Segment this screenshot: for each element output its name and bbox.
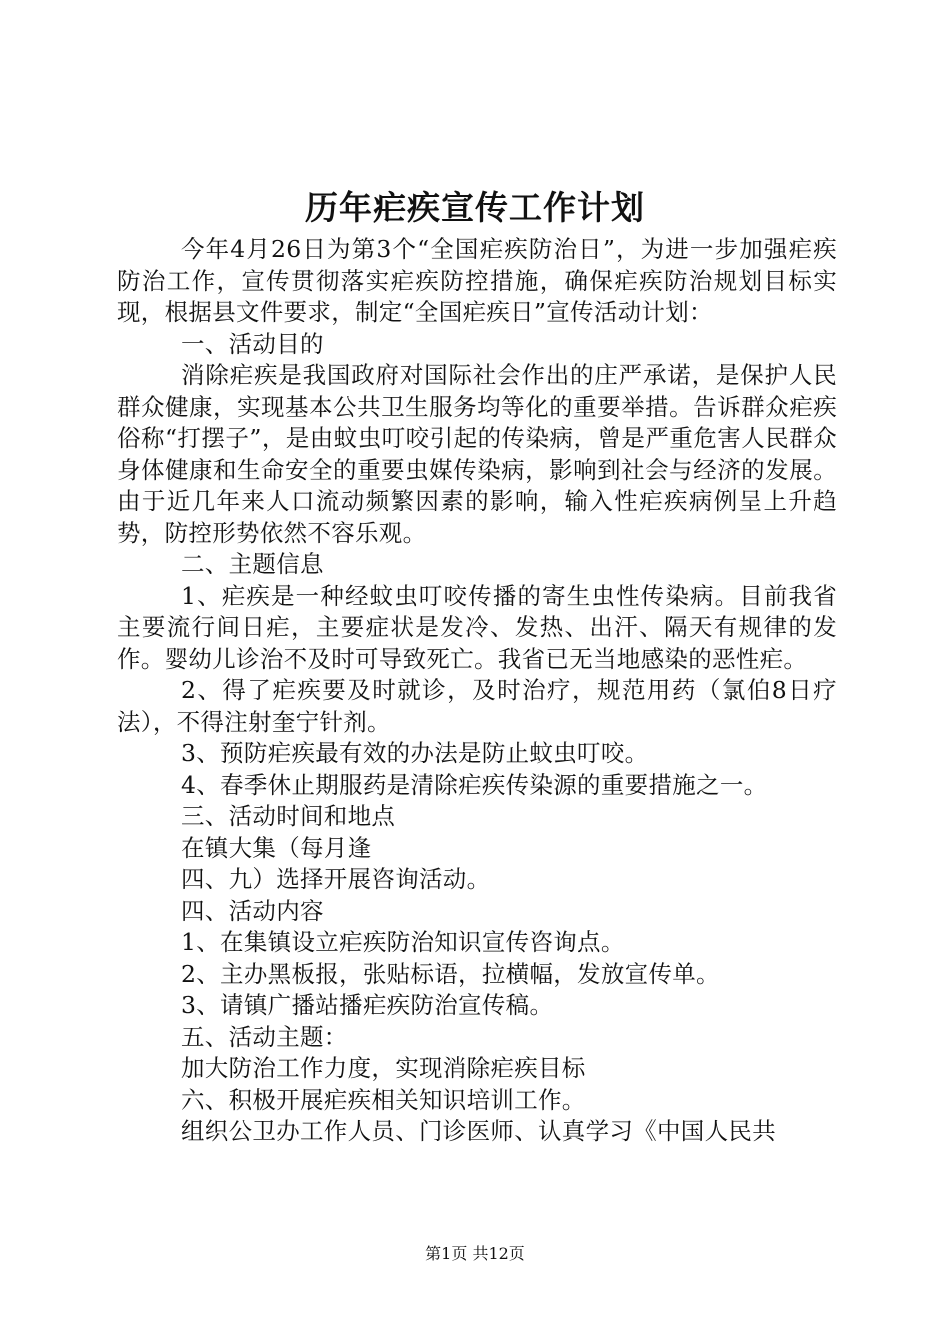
paragraph-intro: 今年4月26日为第3个“全国疟疾防治日”，为进一步加强疟疾防治工作，宣传贯彻落实疟疾防控措施，确保疟疾防治规划目标实现，根据县文件要求，制定“全国疟疾日”宣传活动计划：	[117, 235, 837, 326]
section-heading-3: 三、活动时间和地点	[181, 802, 396, 830]
section-heading-5: 五、活动主题：	[181, 1022, 348, 1051]
paragraph-theme-1: 1、疟疾是一种经蚊虫叮咬传播的寄生虫性传染病。目前我省主要流行间日疟，主要症状是发冷、发热、出汗、隔天有规律的发作。婴幼儿诊治不及时可导致死亡。我省已无当地感染的恶性疟。	[117, 581, 837, 673]
page-title: 历年疟疾宣传工作计划	[305, 188, 645, 227]
paragraph-theme-2: 2、得了疟疾要及时就诊，及时治疗，规范用药（氯伯8日疗法），不得注射奎宁针剂。	[117, 676, 837, 736]
paragraph-purpose: 消除疟疾是我国政府对国际社会作出的庄严承诺，是保护人民群众健康，实现基本公共卫生服务均等化的重要举措。告诉群众疟疾俗称“打摆子”，是由蚊虫叮咬引起的传染病，曾是严重危害人民群众身体健康和生命安全的重要虫媒传染病，影响到社会与经济的发展。由于近几年来人口流动频繁因素的影响，输入性疟疾病例呈上升趋势，防控形势依然不容乐观。	[117, 361, 837, 547]
paragraph-location-2: 四、九）选择开展咨询活动。	[181, 865, 491, 893]
paragraph-theme-4: 4、春季休止期服药是清除疟疾传染源的重要措施之一。	[181, 770, 768, 799]
paragraph-activity-theme: 加大防治工作力度，实现消除疟疾目标	[181, 1054, 586, 1082]
paragraph-content-3: 3、请镇广播站播疟疾防治宣传稿。	[181, 991, 554, 1019]
page-footer: 第1页 共12页	[425, 1244, 525, 1263]
paragraph-location-1: 在镇大集（每月逢	[181, 833, 372, 862]
section-heading-4: 四、活动内容	[181, 896, 324, 925]
paragraph-content-2: 2、主办黑板报，张贴标语，拉横幅，发放宣传单。	[181, 959, 720, 988]
paragraph-theme-3: 3、预防疟疾最有效的办法是防止蚊虫叮咬。	[181, 739, 649, 767]
paragraph-content-1: 1、在集镇设立疟疾防治知识宣传咨询点。	[181, 928, 625, 956]
section-heading-6: 六、积极开展疟疾相关知识培训工作。	[181, 1085, 586, 1114]
paragraph-training: 组织公卫办工作人员、门诊医师、认真学习《中国人民共	[181, 1117, 776, 1145]
document-body	[117, 234, 837, 1148]
section-heading-2: 二、主题信息	[181, 550, 324, 578]
section-heading-1: 一、活动目的	[181, 329, 324, 358]
